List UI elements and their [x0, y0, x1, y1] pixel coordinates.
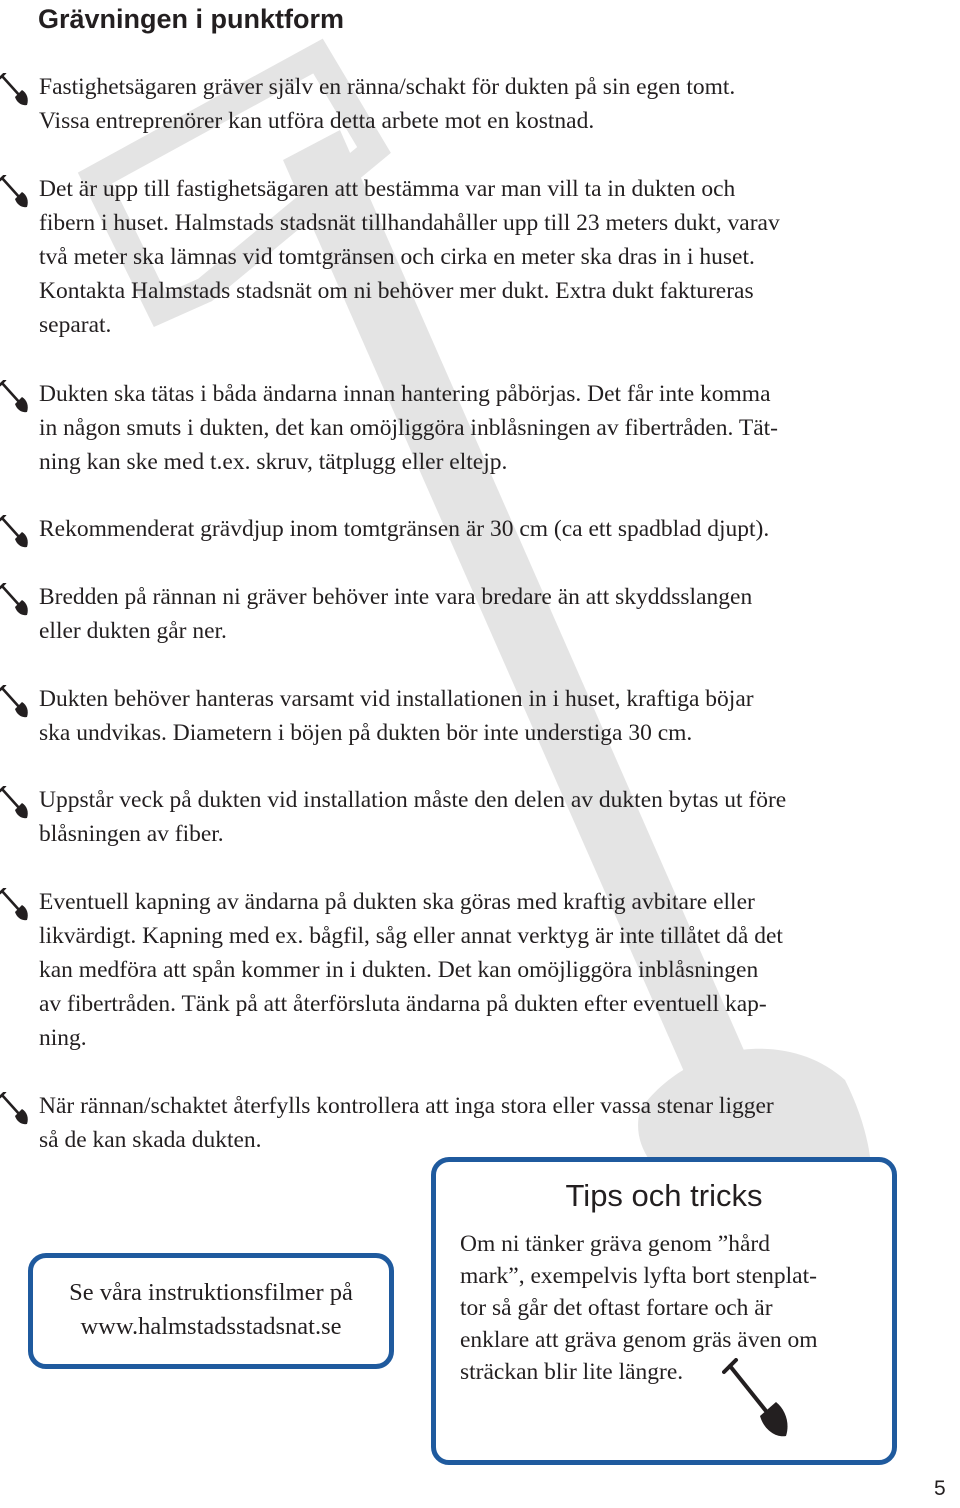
shovel-icon	[0, 380, 30, 414]
bullet-text: Dukten ska tätas i båda ändarna innan hantering påbörjas. Det får inte komma in någon smuts i dukten, det kan omöjliggöra inblåsningen av fibertråden. Tät- ning kan ske med t.ex. skruv, tätplugg eller eltejp.	[39, 381, 778, 475]
bullet-text: Bredden på rännan ni gräver behöver inte vara bredare än att skyddsslangen eller dukten går ner.	[39, 584, 753, 644]
tips-title: Tips och tricks	[565, 1178, 763, 1213]
bullet-text: Eventuell kapning av ändarna på dukten ska göras med kraftig avbitare eller likvärdigt. Kapning med ex. bågfil, såg eller annat verktyg är inte tillåtet då det kan medföra att spån kommer in i dukten. Det kan omöjliggöra inblåsningen av fibertråden. Tänk på att återförsluta ändarna på dukten efter eventuell kap- ning.	[39, 889, 783, 1051]
tips-text: Om ni tänker gräva genom ”hård mark”, exempelvis lyfta bort stenplat- tor så går det oftast fortare och är enklare att gräva genom gräs även om sträckan blir lite längre.	[460, 1231, 818, 1385]
bullet-item	[39, 70, 939, 138]
bullet-item	[39, 885, 939, 1055]
bullet-text: Rekommenderat grävdjup inom tomtgränsen är 30 cm (ca ett spadblad djupt).	[39, 516, 770, 542]
bullet-text: När rännan/schaktet återfylls kontrollera att inga stora eller vassa stenar ligger så de kan skada dukten.	[39, 1093, 774, 1153]
shovel-icon	[0, 583, 30, 617]
shovel-icon	[0, 888, 30, 922]
bullet-item	[39, 580, 939, 648]
shovel-icon	[0, 685, 30, 719]
bullet-text: Dukten behöver hanteras varsamt vid installationen in i huset, kraftiga böjar ska undvikas. Diametern i böjen på dukten bör inte understiga 30 cm.	[39, 686, 754, 746]
bullet-item	[39, 1089, 939, 1157]
page-heading: Grävningen i punktform	[38, 4, 345, 34]
tips-box	[431, 1157, 897, 1465]
instruction-video-text: Se våra instruktionsfilmer på www.halmstadsstadsnat.se	[69, 1279, 353, 1340]
bullet-item	[39, 682, 939, 750]
shovel-icon	[0, 786, 30, 820]
bullet-text: Det är upp till fastighetsägaren att bestämma var man vill ta in dukten och fibern i huset. Halmstads stadsnät tillhandahåller upp till 23 meters dukt, varav två meter ska lämnas vid tomtgränsen och cirka en meter ska dras in i huset. Kontakta Halmstads stadsnät om ni behöver mer dukt. Extra dukt faktureras separat.	[39, 176, 780, 338]
bullet-text: Uppstår veck på dukten vid installation måste den delen av dukten bytas ut före blåsningen av fiber.	[39, 787, 787, 847]
bullet-item	[39, 783, 939, 851]
bullet-item	[39, 377, 939, 479]
page-number: 5	[934, 1477, 946, 1500]
bullet-item	[39, 172, 939, 342]
shovel-icon	[0, 515, 30, 549]
bullet-text: Fastighetsägaren gräver själv en ränna/schakt för dukten på sin egen tomt. Vissa entreprenörer kan utföra detta arbete mot en kostnad.	[39, 74, 736, 134]
shovel-icon	[722, 1358, 792, 1440]
shovel-icon	[0, 175, 30, 209]
shovel-icon	[0, 1092, 30, 1126]
shovel-icon	[0, 73, 30, 107]
bullet-item	[39, 512, 939, 546]
instruction-video-box	[28, 1253, 394, 1369]
